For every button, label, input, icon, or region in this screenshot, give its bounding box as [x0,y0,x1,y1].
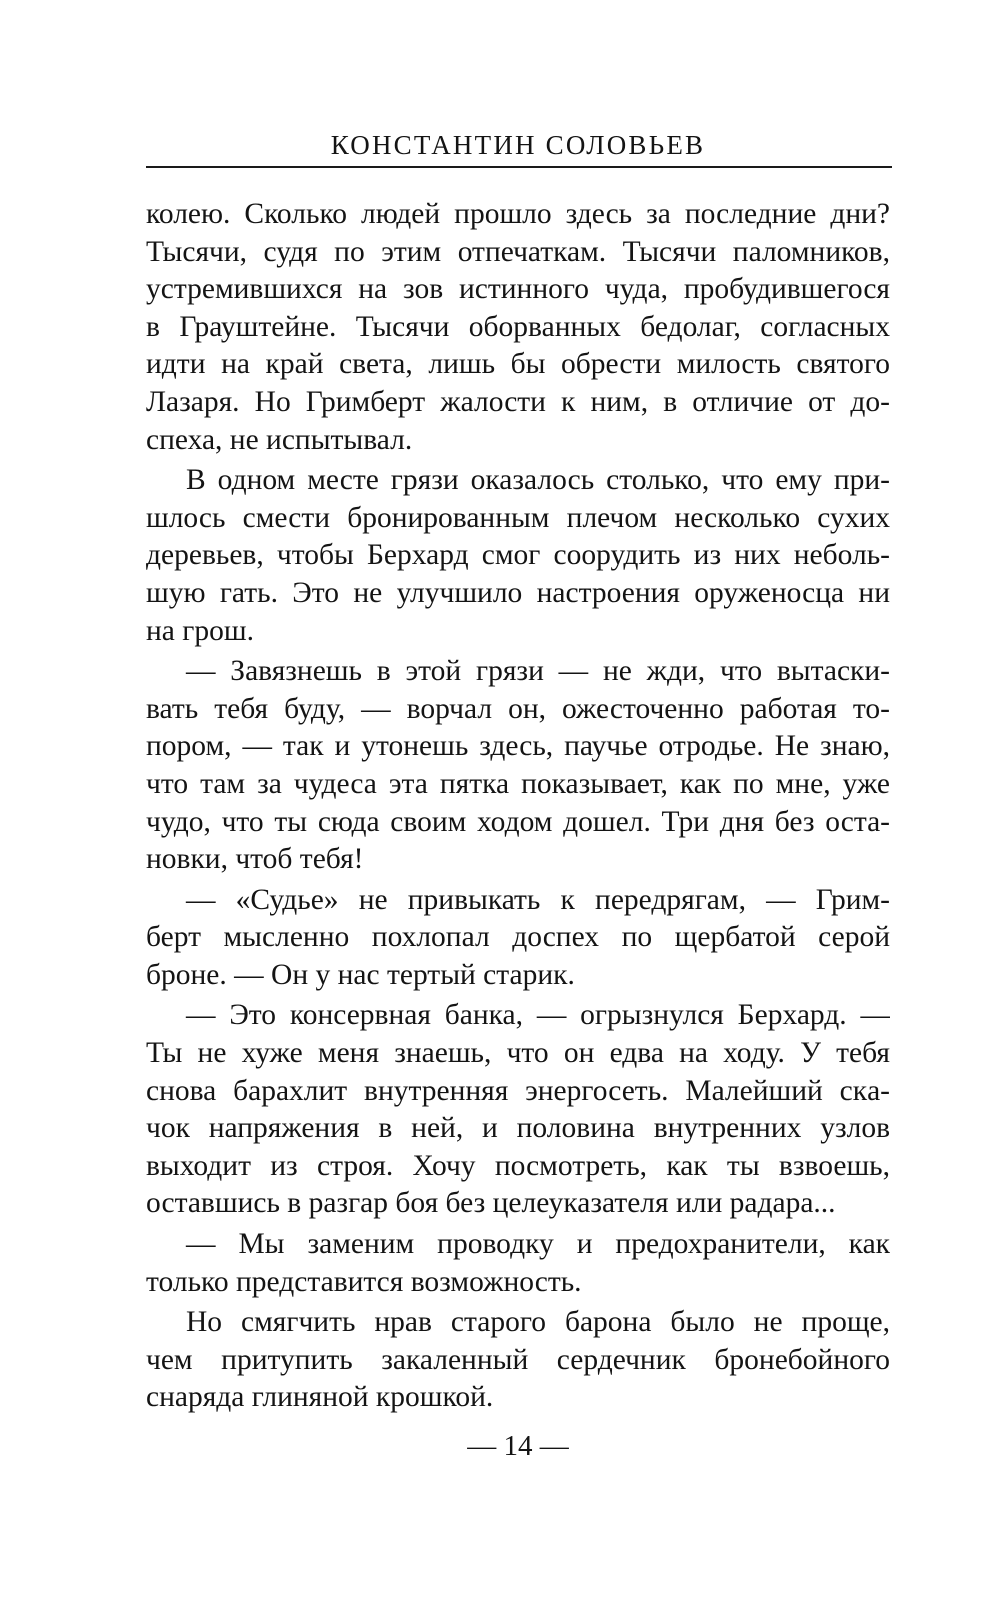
text-line: снаряда глиняной крошкой. [146,1381,494,1414]
paragraph [146,882,890,995]
text-line: идти на край света, лишь бы обрести милость святого [146,348,890,381]
text-line: Тысячи, судя по этим отпечаткам. Тысячи паломников, [146,235,890,268]
text-line: шую гать. Это не улучшило настроения оруженосца ни [146,576,890,609]
body-text [146,196,890,1417]
text-line: пором, — так и утонешь здесь, паучье отродье. Не знаю, [146,730,890,763]
paragraph [146,462,890,650]
text-line: броне. — Он у нас тертый старик. [146,958,575,991]
paragraph [146,653,890,879]
text-line: чем притупить закаленный сердечник бронебойного [146,1343,890,1376]
page-number: — 14 — [467,1430,569,1462]
text-line: что там за чудеса эта пятка показывает, как по мне, уже [146,767,890,800]
text-line: спеха, не испытывал. [146,423,413,456]
paragraph [146,1304,890,1417]
text-line: на грош. [146,614,254,647]
running-head-title: КОНСТАНТИН СОЛОВЬЕВ [330,130,706,160]
text-line: устремившихся на зов истинного чуда, пробудившегося [146,273,890,306]
text-line: выходит из строя. Хочу посмотреть, как ты взвоешь, [146,1149,890,1182]
text-line: новки, чтоб тебя! [146,843,364,876]
text-line: чок напряжения в ней, и половина внутренних узлов [146,1112,890,1145]
text-line: только представится возможность. [146,1265,582,1298]
text-line: вать тебя буду, — ворчал он, ожесточенно работая то- [146,692,890,725]
text-line: в Грауштейне. Тысячи оборванных бедолаг, согласных [146,310,890,343]
text-line: — Мы заменим проводку и предохранители, как [186,1228,890,1261]
text-line: — Завязнешь в этой грязи — не жди, что вытаски- [186,655,890,688]
text-line: чудо, что ты сюда своим ходом дошел. Три дня без оста- [146,805,890,838]
text-line: шлось смести бронированным плечом несколько сухих [146,501,890,534]
text-line: колею. Сколько людей прошло здесь за последние дни? [146,198,890,230]
paragraph [146,196,890,459]
text-line: оставшись в разгар боя без целеуказателя или радара... [146,1187,836,1220]
text-line: — Это консервная банка, — огрызнулся Берхард. — [186,999,890,1032]
text-line: — «Судье» не привыкать к передрягам, — Грим- [186,883,890,916]
text-line: Но смягчить нрав старого барона было не проще, [186,1306,890,1339]
text-line: Ты не хуже меня знаешь, что он едва на ходу. У тебя [146,1037,890,1070]
text-line: деревьев, чтобы Берхард смог соорудить из них неболь- [146,539,890,572]
text-line: В одном месте грязи оказалось столько, что ему при- [186,464,890,497]
paragraph [146,997,890,1223]
text-line: берт мысленно похлопал доспех по щербатой серой [146,921,890,954]
header-rule [146,166,892,168]
text-line: Лазаря. Но Гримберт жалости к ним, в отличие от до- [146,385,890,418]
text-line: снова барахлит внутренняя энергосеть. Малейший скa- [146,1074,890,1107]
paragraph [146,1226,890,1301]
